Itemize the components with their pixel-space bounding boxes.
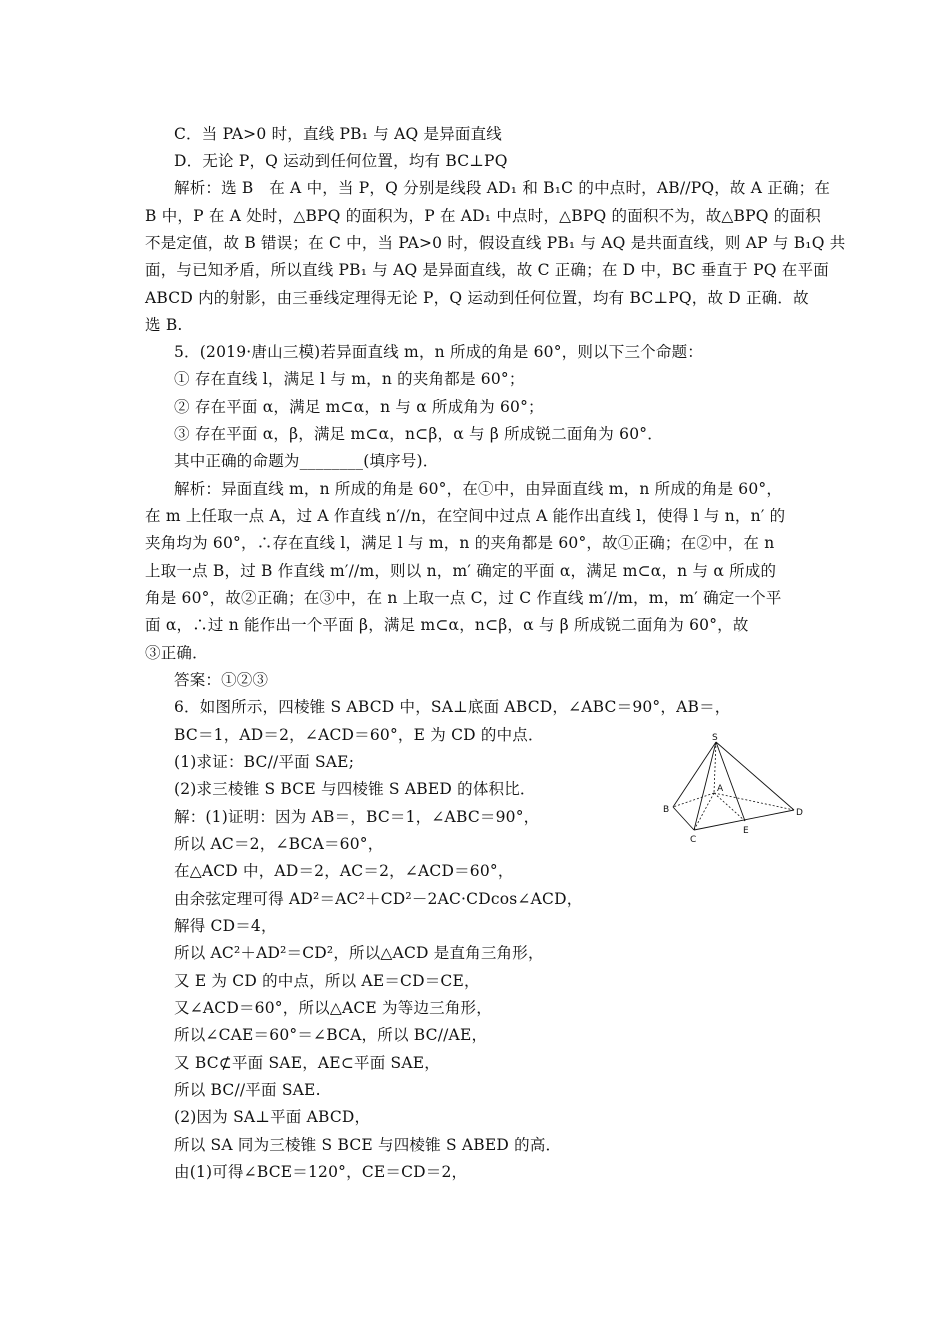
text-line: B 中，P 在 A 处时，△BPQ 的面积为，P 在 AD₁ 中点时，△BPQ 的面积不为，故△BPQ 的面积 xyxy=(145,207,821,225)
text-line: 解析：选 B 在 A 中，当 P，Q 分别是线段 AD₁ 和 B₁C 的中点时，AB//PQ，故 A 正确；在 xyxy=(174,179,831,197)
text-line: 在△ACD 中，AD＝2，AC＝2，∠ACD＝60°， xyxy=(174,862,514,880)
edge-AD xyxy=(714,793,794,810)
text-line: 5．(2019·唐山三模)若异面直线 m，n 所成的角是 60°，则以下三个命题： xyxy=(174,343,703,361)
text-line: 又 E 为 CD 的中点，所以 AE＝CD＝CE， xyxy=(174,972,480,990)
edge-SE xyxy=(716,742,745,821)
text-line: (2)求三棱锥 S BCE 与四棱锥 S ABED 的体积比． xyxy=(174,780,536,798)
text-line: 又∠ACD＝60°，所以△ACE 为等边三角形， xyxy=(174,999,492,1017)
label-D: D xyxy=(796,808,803,818)
text-line: 面 α，∴过 n 能作出一个平面 β，满足 m⊂α，n⊂β，α 与 β 所成锐二面角为 60°，故 xyxy=(145,616,749,634)
text-line: 又 BC⊄平面 SAE，AE⊂平面 SAE， xyxy=(174,1054,440,1072)
text-line: BC＝1，AD＝2，∠ACD＝60°，E 为 CD 的中点． xyxy=(174,726,544,744)
text-line: 所以 AC＝2，∠BCA＝60°， xyxy=(174,835,384,853)
text-line: (1)求证：BC//平面 SAE; xyxy=(174,753,355,771)
text-line: 角是 60°，故②正确；在③中，在 n 上取一点 C，过 C 作直线 m′//m，m，m′ 确定一个平 xyxy=(145,589,782,607)
text-line: 解：(1)证明：因为 AB＝，BC＝1，∠ABC＝90°， xyxy=(174,808,540,826)
text-line: 所以 AC²＋AD²＝CD²，所以△ACD 是直角三角形， xyxy=(174,944,544,962)
text-line: 由余弦定理可得 AD²＝AC²＋CD²－2AC·CDcos∠ACD， xyxy=(174,890,583,908)
text-line: 解得 CD＝4， xyxy=(174,917,277,935)
text-line: 面，与已知矛盾，所以直线 PB₁ 与 AQ 是异面直线，故 C 正确；在 D 中，BC 垂直于 PQ 在平面 xyxy=(145,261,829,279)
text-line: 夹角均为 60°，∴存在直线 l，满足 l 与 m，n 的夹角都是 60°，故①正确；在②中，在 n xyxy=(145,534,775,552)
text-line: 答案：①②③ xyxy=(174,671,269,689)
text-line: ② 存在平面 α，满足 m⊂α，n 与 α 所成角为 60°； xyxy=(174,398,544,416)
text-line: C．当 PA>0 时，直线 PB₁ 与 AQ 是异面直线 xyxy=(174,125,503,143)
label-C: C xyxy=(690,835,697,845)
text-line: ③ 存在平面 α，β，满足 m⊂α，n⊂β，α 与 β 所成锐二面角为 60°． xyxy=(174,425,663,443)
text-line: 在 m 上任取一点 A，过 A 作直线 n′//n，在空间中过点 A 能作出直线 l，使得 l 与 n，n′ 的 xyxy=(145,507,786,525)
label-A: A xyxy=(717,784,724,794)
text-line: 上取一点 B，过 B 作直线 m′//m，则以 n，m′ 确定的平面 α，满足 m⊂α，n 与 α 所成的 xyxy=(145,562,777,580)
label-S: S xyxy=(712,733,718,743)
text-line: ABCD 内的射影，由三垂线定理得无论 P，Q 运动到任何位置，均有 BC⊥PQ，故 D 正确．故 xyxy=(145,289,809,307)
text-line: ③正确． xyxy=(145,644,208,662)
text-line: D．无论 P，Q 运动到任何位置，均有 BC⊥PQ xyxy=(174,152,508,170)
text-line: 所以 BC//平面 SAE. xyxy=(174,1081,321,1099)
text-line: 选 B. xyxy=(145,316,183,334)
edge-SB xyxy=(673,742,716,807)
text-line: 解析：异面直线 m，n 所成的角是 60°，在①中，由异面直线 m，n 所成的角是 60°， xyxy=(174,480,783,498)
edge-AE xyxy=(714,793,745,821)
text-line: 由(1)可得∠BCE＝120°，CE＝CD＝2， xyxy=(174,1163,468,1181)
text-line: 所以∠CAE＝60°＝∠BCA，所以 BC//AE， xyxy=(174,1026,488,1044)
text-line: 其中正确的命题为________(填序号)． xyxy=(174,452,439,470)
text-line: 6．如图所示，四棱锥 S ABCD 中，SA⊥底面 ABCD，∠ABC＝90°，AB＝， xyxy=(174,698,731,716)
edge-SD xyxy=(716,742,794,810)
label-B: B xyxy=(663,805,670,815)
text-line: (2)因为 SA⊥平面 ABCD， xyxy=(174,1108,371,1126)
edge-BC xyxy=(673,807,694,830)
edge-SC xyxy=(694,742,716,830)
text-line: ① 存在直线 l，满足 l 与 m，n 的夹角都是 60°； xyxy=(174,370,525,388)
text-line: 不是定值，故 B 错误；在 C 中，当 PA>0 时，假设直线 PB₁ 与 AQ 是共面直线，则 AP 与 B₁Q 共 xyxy=(145,234,846,252)
label-E: E xyxy=(743,826,749,836)
pyramid-figure xyxy=(660,730,810,850)
text-line: 所以 SA 同为三棱锥 S BCE 与四棱锥 S ABED 的高． xyxy=(174,1136,562,1154)
